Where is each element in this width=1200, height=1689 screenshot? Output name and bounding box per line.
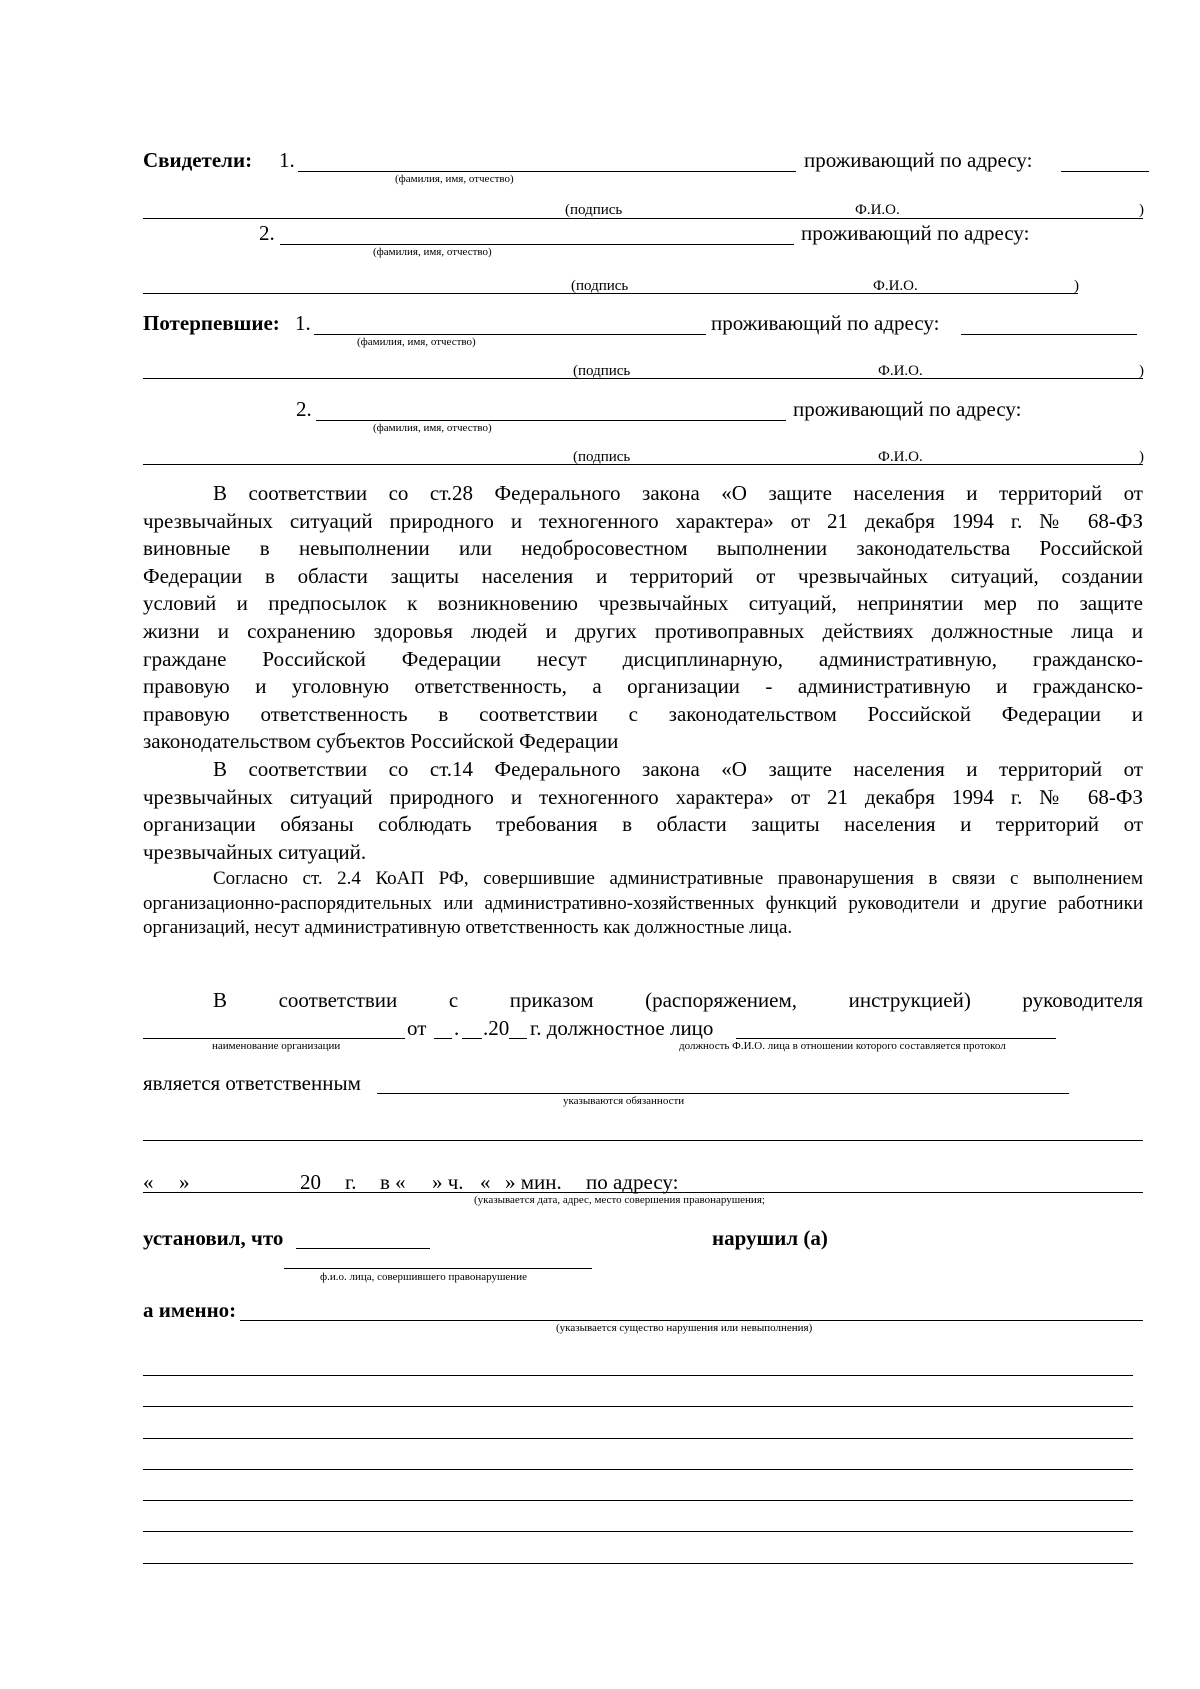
paragraph-line: чрезвычайных ситуаций природного и техногенного характера» от 21 декабря 1994 г. № 68-ФЗ xyxy=(143,784,1143,809)
established-label: установил, что xyxy=(143,1226,284,1250)
namely-line-7[interactable] xyxy=(143,1531,1133,1532)
witness-2-signature-caption: (подпись xyxy=(571,278,629,294)
witness-2-number: 2. xyxy=(259,221,275,245)
time-minutes: » мин. xyxy=(505,1170,562,1194)
order-day-line[interactable] xyxy=(434,1038,452,1039)
order-date-sep: . xyxy=(454,1016,460,1040)
paragraph-line: чрезвычайных ситуаций. xyxy=(143,839,367,864)
victim-2-address-label: проживающий по адресу: xyxy=(793,397,1022,421)
namely-line-5[interactable] xyxy=(143,1469,1133,1470)
paragraph-line: виновные в невыполнении или недобросовестном выполнении законодательства Российской xyxy=(143,536,1143,561)
witness-2-name-caption: (фамилия, имя, отчество) xyxy=(373,246,492,258)
namely-line-1[interactable] xyxy=(240,1320,1143,1321)
paragraph-line: Федерации в области защиты населения и территорий от чрезвычайных ситуаций, создании xyxy=(143,563,1143,588)
duties-caption: указываются обязанности xyxy=(563,1095,685,1107)
time-at: в « xyxy=(380,1170,406,1194)
paragraph-line: правовую ответственность в соответствии с законодательством Российской Федерации и xyxy=(143,701,1143,726)
victim-2-name-caption: (фамилия, имя, отчество) xyxy=(373,422,492,434)
victim-1-signature-caption: (подпись xyxy=(573,363,631,379)
namely-line-3[interactable] xyxy=(143,1406,1133,1407)
paragraph-line: В соответствии со ст.28 Федерального закона «О защите населения и территорий от xyxy=(213,481,1143,505)
order-year-prefix: .20 xyxy=(483,1016,510,1040)
witness-1-name-line[interactable] xyxy=(298,171,796,172)
victim-1-address-label: проживающий по адресу: xyxy=(711,311,940,335)
witness-1-name-caption: (фамилия, имя, отчество) xyxy=(395,173,514,185)
datetime-address-label: по адресу: xyxy=(586,1170,679,1194)
victims-label: Потерпевшие: xyxy=(143,311,280,335)
paragraph-line: правовую и уголовную ответственность, а организации - административную и гражданско- xyxy=(143,674,1143,699)
paragraph-koap: Согласно ст. 2.4 КоАП РФ, совершившие административные правонарушения в связи с выполнением организационно-распорядительных или административно-хозяйственных функций руководители и другие работники организаций, несут административную ответственность как должностные лица. xyxy=(143,868,1143,938)
witness-2-address-label: проживающий по адресу: xyxy=(801,221,1030,245)
witness-1-address-label: проживающий по адресу: xyxy=(804,148,1033,172)
paragraph-line: чрезвычайных ситуаций природного и техногенного характера» от 21 декабря 1994 г. № 68-ФЗ xyxy=(143,508,1143,533)
datetime-caption: (указывается дата, адрес, место совершения правонарушения; xyxy=(474,1194,765,1206)
date-year-g: г. xyxy=(345,1170,357,1194)
order-from: от xyxy=(407,1016,427,1040)
paragraph-line: жизни и сохранению здоровья людей и других противоправных действиях должностные лица и xyxy=(143,619,1143,643)
witness-1-signature-line[interactable] xyxy=(143,218,1143,219)
order-year-suffix: г. должностное лицо xyxy=(530,1016,714,1040)
duties-line[interactable] xyxy=(377,1093,1069,1094)
date-quote-open: « xyxy=(143,1170,154,1194)
victim-2-name-line[interactable] xyxy=(316,420,786,421)
witness-1-number: 1. xyxy=(279,148,295,172)
org-name-caption: наименование организации xyxy=(212,1040,341,1052)
date-quote-close: » xyxy=(179,1170,190,1194)
victim-2-close-paren: ) xyxy=(1139,449,1144,465)
namely-line-8[interactable] xyxy=(143,1563,1133,1564)
victim-2-signature-line[interactable] xyxy=(143,464,1143,465)
paragraph-line: условий и предпосылок к возникновению чрезвычайных ситуаций, непринятии мер по защите xyxy=(143,591,1143,616)
paragraph-line: законодательством субъектов Российской Федерации xyxy=(143,729,619,754)
victim-2-signature-caption: (подпись xyxy=(573,449,631,465)
victim-1-name-line[interactable] xyxy=(314,334,706,335)
order-month-line[interactable] xyxy=(462,1038,482,1039)
namely-label: а именно: xyxy=(143,1298,237,1322)
victim-1-fio-caption: Ф.И.О. xyxy=(878,363,923,379)
established-name-line[interactable] xyxy=(296,1248,430,1249)
namely-line-4[interactable] xyxy=(143,1438,1133,1439)
violated-label: нарушил (а) xyxy=(712,1226,828,1250)
witness-1-address-line[interactable] xyxy=(1061,171,1149,172)
witness-2-close-paren: ) xyxy=(1074,278,1079,294)
namely-caption: (указывается существо нарушения или невыполнения) xyxy=(556,1322,813,1334)
duties-line-2[interactable] xyxy=(143,1140,1143,1141)
paragraph-line: граждане Российской Федерации несут дисциплинарную, административную, гражданско- xyxy=(143,646,1143,671)
order-intro: В соответствии с приказом (распоряжением, инструкцией) руководителя xyxy=(213,988,1143,1012)
official-caption: должность Ф.И.О. лица в отношении которого составляется протокол xyxy=(679,1040,1006,1052)
victim-1-signature-line[interactable] xyxy=(143,378,1143,379)
victim-1-close-paren: ) xyxy=(1139,363,1144,379)
org-name-line[interactable] xyxy=(143,1038,405,1039)
time-hours: » ч. xyxy=(432,1170,464,1194)
time-min-open: « xyxy=(480,1170,491,1194)
victim-1-name-caption: (фамилия, имя, отчество) xyxy=(357,336,476,348)
witness-1-close-paren: ) xyxy=(1139,202,1144,218)
witness-1-fio-caption: Ф.И.О. xyxy=(855,202,900,218)
victim-2-number: 2. xyxy=(296,397,312,421)
date-year-label: 20 xyxy=(300,1170,321,1194)
victim-2-fio-caption: Ф.И.О. xyxy=(878,449,923,465)
paragraph-line: В соответствии со ст.14 Федерального закона «О защите населения и территорий от xyxy=(213,757,1143,781)
victim-1-number: 1. xyxy=(295,311,311,335)
witness-2-fio-caption: Ф.И.О. xyxy=(873,278,918,294)
witnesses-label: Свидетели: xyxy=(143,148,253,172)
official-name-line[interactable] xyxy=(736,1038,1056,1039)
offender-name-line[interactable] xyxy=(284,1268,592,1269)
witness-2-name-line[interactable] xyxy=(280,244,794,245)
namely-line-2[interactable] xyxy=(143,1375,1133,1376)
offender-caption: ф.и.о. лица, совершившего правонарушение xyxy=(320,1271,527,1283)
witness-1-signature-caption: (подпись xyxy=(565,202,623,218)
victim-1-address-line[interactable] xyxy=(961,334,1137,335)
namely-line-6[interactable] xyxy=(143,1500,1133,1501)
paragraph-line: организации обязаны соблюдать требования в области защиты населения и территорий от xyxy=(143,812,1143,837)
responsible-label: является ответственным xyxy=(143,1071,361,1095)
order-year-line[interactable] xyxy=(509,1038,527,1039)
